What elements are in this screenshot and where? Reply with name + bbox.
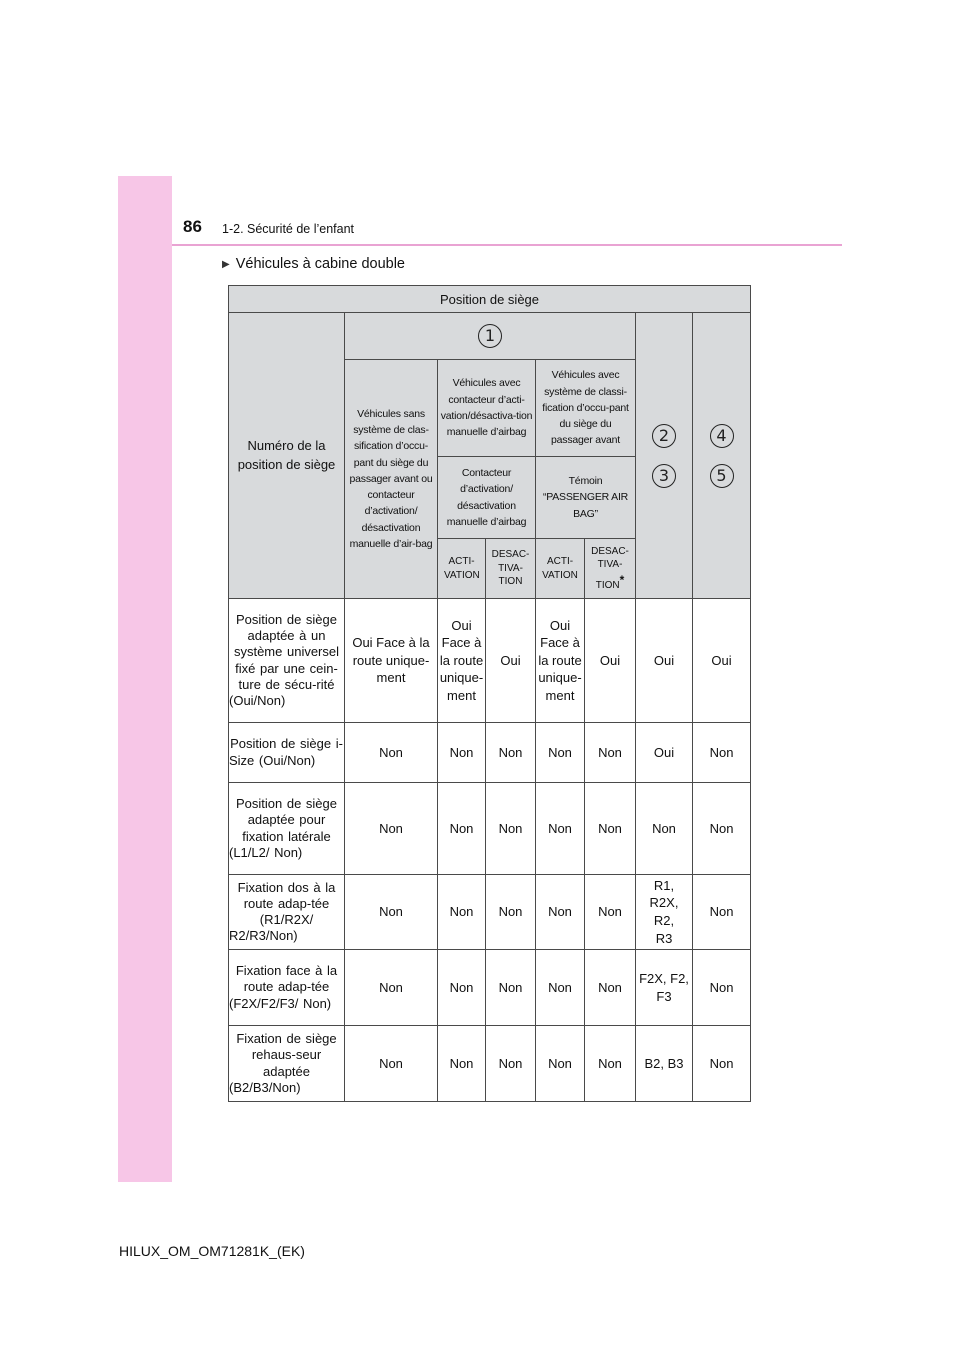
table-cell: Non [693,723,751,783]
table-cell: Non [536,783,585,875]
seat-position-2-3 [636,313,693,599]
row-label: Position de siège adaptée pour fixation latérale (L1/L2/ Non) [229,783,345,875]
footer-code: HILUX_OM_OM71281K_(EK) [119,1243,305,1259]
table-cell: Oui [585,599,636,723]
activation-switch: ACTI-VATION [438,539,486,599]
table-cell: Non [486,723,536,783]
deactivation-indicator [585,539,636,599]
table-cell: Non [438,875,486,950]
table-cell: Non [636,783,693,875]
seat-number-label: Numéro de la position de siège [229,313,345,599]
circled-number-4: 4 [710,424,734,448]
table-cell: Oui [486,599,536,723]
table-cell: Oui Face à la route unique-ment [345,599,438,723]
table-cell: Non [438,723,486,783]
deactivation-switch: DESAC-TIVA-TION [486,539,536,599]
circled-number-5: 5 [710,464,734,488]
table-cell: Non [345,950,438,1026]
row-label: Position de siège i-Size (Oui/Non) [229,723,345,783]
table-cell: R1, R2X, R2, R3 [636,875,693,950]
table-cell: Non [438,950,486,1026]
table-cell: Non [693,1026,751,1102]
table-cell: Non [486,783,536,875]
header-rule [172,244,842,246]
table-cell: Oui [636,723,693,783]
table-cell: Non [693,783,751,875]
section-title: 1-2. Sécurité de l’enfant [222,222,355,236]
table-cell: Non [585,1026,636,1102]
table-cell: Non [486,950,536,1026]
table-cell: Non [486,875,536,950]
table-cell: Non [585,723,636,783]
table-cell: Non [438,783,486,875]
table-cell: Non [486,1026,536,1102]
table-cell: Non [345,723,438,783]
row-label: Fixation dos à la route adap-tée (R1/R2X/ R2/R3/Non) [229,875,345,950]
subheading [222,256,405,272]
seat-position-1 [345,313,636,360]
table-cell: Non [585,950,636,1026]
table-cell: Non [536,875,585,950]
deactivation-indicator-text: DESAC-TIVA-TION [591,545,629,591]
table-cell: F2X, F2, F3 [636,950,693,1026]
page-number: 86 [183,217,202,236]
circled-number-1: 1 [478,324,502,348]
table-cell: Oui [693,599,751,723]
table-cell: Non [345,875,438,950]
table-cell: Non [345,1026,438,1102]
table-cell: Non [536,950,585,1026]
sidebar-tab [118,176,172,1182]
subheading-text: Véhicules à cabine double [235,256,405,272]
table-cell: Non [438,1026,486,1102]
indicator-label: Témoin “PASSENGER AIR BAG” [536,457,636,539]
vehicles-with-classification: Véhicules avec système de classi-fication d’occu-pant du siège du passager avant [536,360,636,457]
vehicles-with-switch: Véhicules avec contacteur d’acti-vation/désactiva-tion manuelle d’airbag [438,360,536,457]
seat-position-4-5 [693,313,751,599]
vehicles-without-system: Véhicules sans système de clas-sification d’occu-pant du siège du passager avant ou contacteur d’activation/ désactivation manuelle d’air-bag [345,360,438,599]
triangle-bullet-icon: ▶ [222,259,230,270]
row-label: Fixation face à la route adap-tée (F2X/F2/F3/ Non) [229,950,345,1026]
table-cell: Non [536,723,585,783]
table-cell: Non [585,783,636,875]
footnote-asterisk: * [619,572,625,587]
row-label: Position de siège adaptée à un système universel fixé par une cein-ture de sécu-rité (Oui/Non) [229,599,345,723]
activation-indicator: ACTI-VATION [536,539,585,599]
row-label: Fixation de siège rehaus-seur adaptée (B2/B3/Non) [229,1026,345,1102]
table-cell: Non [585,875,636,950]
table-cell: Non [693,875,751,950]
table-cell: B2, B3 [636,1026,693,1102]
table-cell: Oui Face à la route unique-ment [438,599,486,723]
table-cell: Non [345,783,438,875]
table-cell: Oui [636,599,693,723]
switch-label: Contacteur d’activation/ désactivation manuelle d’airbag [438,457,536,539]
table-title: Position de siège [229,286,751,313]
circled-number-3: 3 [652,464,676,488]
table-cell: Non [693,950,751,1026]
circled-number-2: 2 [652,424,676,448]
table-cell: Oui Face à la route unique-ment [536,599,585,723]
table-cell: Non [536,1026,585,1102]
seat-position-table [228,285,751,1102]
